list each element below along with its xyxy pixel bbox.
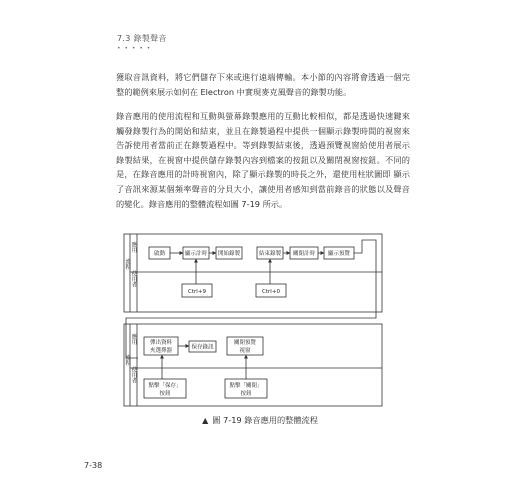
header-dots: • • • • • — [117, 45, 152, 52]
bottom-lane-app-label: 應用 — [130, 333, 137, 345]
node-close-preview-line2: 視窗 — [239, 348, 251, 354]
node-show-timer-label: 顯示計時 — [184, 251, 208, 257]
node-click-close-line1: 點擊「關閉」 — [229, 383, 263, 389]
hotkey-start-label: Ctrl+9 — [188, 289, 206, 295]
hotkey-end-label: Ctrl+0 — [262, 289, 280, 295]
caption-marker: ▲ — [202, 416, 209, 425]
figure-caption — [0, 415, 520, 426]
caption-text: 圖 7-19 錄音應用的整體流程 — [212, 415, 318, 425]
chapter-header: 7.3 錄製聲音 — [117, 34, 167, 43]
top-swimlane-frame — [124, 234, 382, 312]
node-click-save-line2: 按鈕 — [159, 391, 171, 397]
top-lane-user-label: 使用者 — [130, 270, 137, 288]
node-save-recording-label: 保存錄訊 — [191, 344, 214, 351]
page-number: 7-38 — [84, 461, 103, 470]
node-show-preview-label: 顯示預覽 — [327, 251, 351, 257]
bottom-side-label: 流程 — [124, 354, 130, 366]
paragraph-intro: 獲取音訊資料，將它們儲存下來或進行遠端傳輸。本小節的內容將會透過一個完整的範例來展示如何在 Electron 中實現麥克風聲音的錄製功能。 — [116, 72, 410, 97]
flow-diagram — [118, 232, 388, 412]
node-close-timer-label: 關閉計時 — [292, 251, 316, 257]
paragraph-flow: 錄音應用的使用流程和互動與螢幕錄製應用的互動比較相似，都是透過快速鍵來觸發錄製行為的開始和結束，並且在錄製過程中提供一個顯示錄製時間的視窗來告訴使用者當前正在錄製過程中。等到錄製結束後，透過預覽視窗給使用者展示錄製結果，在視窗中提供儲存錄製內容到檔案的按鈕以及關閉視窗按鈕。不同的是，在錄音應用的計時視窗內，除了顯示錄製的時長之外，還使用柱狀圖即 顯示了音訊來源某個頻率聲音的分貝大小，讓使用者感知到當前錄音的狀態以及聲音的變化。錄音應用的整體流程如圖 7-19 所示。 — [116, 111, 410, 209]
node-file-picker-line1: 彈出資料 — [149, 340, 173, 346]
node-click-close-line2: 按鈕 — [240, 391, 252, 397]
top-lane-app-label: 應用 — [130, 241, 137, 253]
node-click-save-line1: 點擊「保存」 — [148, 383, 182, 389]
bottom-lane-user-label: 使用者 — [130, 366, 137, 384]
node-start-record-label: 開始錄製 — [217, 251, 241, 257]
node-end-record-label: 結束錄製 — [258, 251, 282, 257]
node-file-picker-line2: 夾選擇器 — [149, 348, 173, 354]
top-side-label: 流程 — [124, 258, 130, 270]
node-start-label: 啟動 — [153, 251, 166, 257]
node-close-preview-line1: 關閉預覽 — [233, 340, 257, 346]
